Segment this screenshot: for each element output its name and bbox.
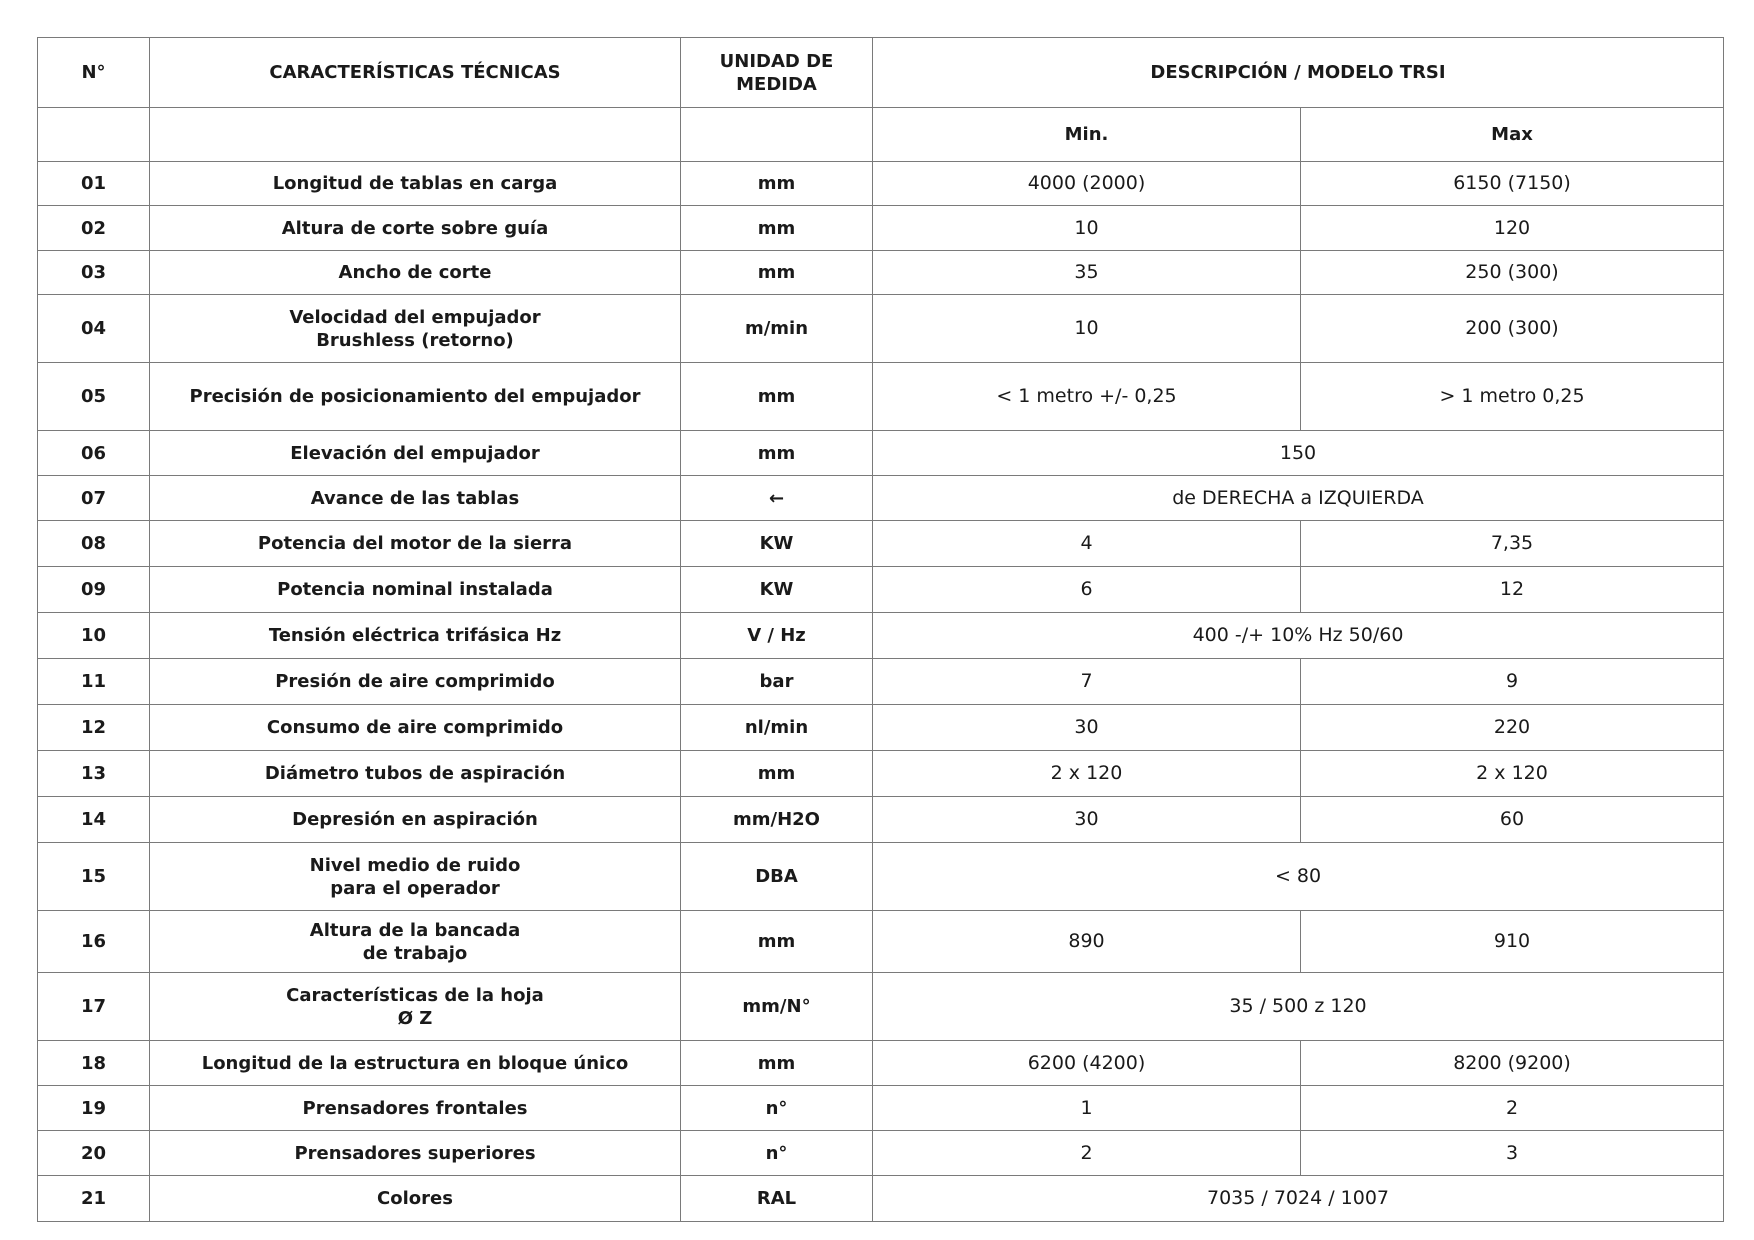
- row-unit: V / Hz: [681, 613, 873, 659]
- characteristic-line: Tensión eléctrica trifásica Hz: [268, 625, 562, 646]
- characteristic-line: Potencia del motor de la sierra: [257, 533, 573, 554]
- table-row: [38, 705, 1724, 751]
- row-characteristic: [150, 973, 681, 1041]
- row-unit: n°: [681, 1131, 873, 1176]
- characteristic-line: Nivel medio de ruido: [309, 854, 521, 876]
- header-unit: UNIDAD DE MEDIDA: [681, 38, 873, 108]
- row-number: 19: [38, 1086, 150, 1131]
- row-unit: mm: [681, 431, 873, 476]
- row-characteristic: [150, 797, 681, 843]
- row-value-min: 7: [873, 659, 1301, 705]
- table-row: [38, 431, 1724, 476]
- table-row: [38, 1041, 1724, 1086]
- row-value-max: 3: [1301, 1131, 1724, 1176]
- table-row: [38, 251, 1724, 295]
- row-characteristic: [150, 1086, 681, 1131]
- row-unit: mm/N°: [681, 973, 873, 1041]
- characteristic-line: Longitud de la estructura en bloque único: [201, 1052, 629, 1074]
- table-row: [38, 295, 1724, 363]
- characteristic-line: Brushless (retorno): [316, 329, 514, 351]
- table-row: [38, 613, 1724, 659]
- row-characteristic: [150, 613, 681, 659]
- row-characteristic: [150, 1041, 681, 1086]
- row-value-merged: < 80: [873, 843, 1724, 911]
- subheader-empty-characteristics: [150, 108, 681, 162]
- row-unit: bar: [681, 659, 873, 705]
- row-value-min: 890: [873, 911, 1301, 973]
- table-row: [38, 521, 1724, 567]
- row-characteristic: [150, 295, 681, 363]
- row-number: 07: [38, 476, 150, 521]
- row-unit: KW: [681, 567, 873, 613]
- characteristic-line: Altura de corte sobre guía: [281, 217, 549, 239]
- row-characteristic: [150, 751, 681, 797]
- row-characteristic: [150, 521, 681, 567]
- subheader-row: [38, 108, 1724, 162]
- table-row: [38, 567, 1724, 613]
- row-number: 14: [38, 797, 150, 843]
- row-characteristic: [150, 206, 681, 251]
- characteristic-line: Elevación del empujador: [290, 442, 540, 464]
- row-value-merged: 7035 / 7024 / 1007: [873, 1176, 1724, 1222]
- characteristic-line: Depresión en aspiración: [292, 809, 538, 830]
- table-row: [38, 363, 1724, 431]
- row-value-merged: 35 / 500 z 120: [873, 973, 1724, 1041]
- row-value-max: 7,35: [1301, 521, 1724, 567]
- characteristic-line: Prensadores superiores: [294, 1142, 536, 1164]
- row-number: 12: [38, 705, 150, 751]
- row-value-max: > 1 metro 0,25: [1301, 363, 1724, 431]
- row-value-max: 2 x 120: [1301, 751, 1724, 797]
- row-characteristic: [150, 1176, 681, 1222]
- row-unit: m/min: [681, 295, 873, 363]
- characteristic-line: Altura de la bancada: [309, 919, 521, 941]
- row-number: 04: [38, 295, 150, 363]
- table-row: [38, 1086, 1724, 1131]
- characteristic-line: Consumo de aire comprimido: [266, 717, 564, 738]
- row-number: 02: [38, 206, 150, 251]
- row-unit: mm: [681, 251, 873, 295]
- row-unit: KW: [681, 521, 873, 567]
- spec-body: [38, 162, 1724, 1222]
- row-characteristic: [150, 363, 681, 431]
- header-characteristics: CARACTERÍSTICAS TÉCNICAS: [150, 38, 681, 108]
- table-row: [38, 973, 1724, 1041]
- row-value-min: 10: [873, 206, 1301, 251]
- characteristic-line: Velocidad del empujador: [289, 306, 541, 328]
- row-unit: mm: [681, 162, 873, 206]
- row-characteristic: [150, 659, 681, 705]
- row-value-max: 910: [1301, 911, 1724, 973]
- row-value-min: 1: [873, 1086, 1301, 1131]
- row-unit: DBA: [681, 843, 873, 911]
- row-unit: RAL: [681, 1176, 873, 1222]
- row-value-max: 220: [1301, 705, 1724, 751]
- table-row: [38, 1131, 1724, 1176]
- table-row: [38, 162, 1724, 206]
- row-number: 01: [38, 162, 150, 206]
- characteristic-line: Características de la hoja: [286, 984, 544, 1006]
- row-number: 03: [38, 251, 150, 295]
- row-unit: mm/H2O: [681, 797, 873, 843]
- row-value-min: 35: [873, 251, 1301, 295]
- table-row: [38, 206, 1724, 251]
- row-unit: mm: [681, 1041, 873, 1086]
- characteristic-line: Diámetro tubos de aspiración: [264, 763, 566, 784]
- row-value-min: 4000 (2000): [873, 162, 1301, 206]
- table-row: [38, 797, 1724, 843]
- characteristic-line: Colores: [377, 1188, 453, 1209]
- row-value-max: 9: [1301, 659, 1724, 705]
- row-unit: mm: [681, 363, 873, 431]
- characteristic-line: Precisión de posicionamiento del empujador: [189, 386, 641, 407]
- row-number: 13: [38, 751, 150, 797]
- row-unit: mm: [681, 206, 873, 251]
- row-value-max: 8200 (9200): [1301, 1041, 1724, 1086]
- row-value-max: 200 (300): [1301, 295, 1724, 363]
- row-number: 15: [38, 843, 150, 911]
- row-value-max: 60: [1301, 797, 1724, 843]
- characteristic-line: Longitud de tablas en carga: [272, 173, 558, 194]
- row-number: 06: [38, 431, 150, 476]
- spec-table: [37, 37, 1724, 1222]
- characteristic-line: Ø Z: [397, 1007, 433, 1029]
- row-value-merged: 400 -/+ 10% Hz 50/60: [873, 613, 1724, 659]
- row-number: 08: [38, 521, 150, 567]
- subheader-max: Max: [1301, 108, 1724, 162]
- row-number: 18: [38, 1041, 150, 1086]
- row-number: 17: [38, 973, 150, 1041]
- row-value-max: 6150 (7150): [1301, 162, 1724, 206]
- row-unit: n°: [681, 1086, 873, 1131]
- row-value-max: 2: [1301, 1086, 1724, 1131]
- table-row: [38, 911, 1724, 973]
- subheader-empty-no: [38, 108, 150, 162]
- row-value-max: 120: [1301, 206, 1724, 251]
- row-characteristic: [150, 251, 681, 295]
- row-value-min: 4: [873, 521, 1301, 567]
- characteristic-line: Ancho de corte: [338, 262, 492, 283]
- row-value-min: 2 x 120: [873, 751, 1301, 797]
- row-characteristic: [150, 843, 681, 911]
- row-value-min: 6: [873, 567, 1301, 613]
- characteristic-line: de trabajo: [362, 942, 468, 964]
- row-number: 10: [38, 613, 150, 659]
- row-characteristic: [150, 911, 681, 973]
- table-row: [38, 476, 1724, 521]
- row-number: 11: [38, 659, 150, 705]
- table-row: [38, 843, 1724, 911]
- table-row: [38, 659, 1724, 705]
- header-no: N°: [38, 38, 150, 108]
- row-value-max: 12: [1301, 567, 1724, 613]
- row-unit: mm: [681, 911, 873, 973]
- characteristic-line: Avance de las tablas: [310, 487, 520, 509]
- row-characteristic: [150, 162, 681, 206]
- row-number: 05: [38, 363, 150, 431]
- row-value-merged: de DERECHA a IZQUIERDA: [873, 476, 1724, 521]
- table-row: [38, 751, 1724, 797]
- row-value-min: < 1 metro +/- 0,25: [873, 363, 1301, 431]
- row-number: 21: [38, 1176, 150, 1222]
- subheader-empty-unit: [681, 108, 873, 162]
- row-characteristic: [150, 705, 681, 751]
- row-value-min: 2: [873, 1131, 1301, 1176]
- row-value-min: 10: [873, 295, 1301, 363]
- row-unit: ←: [681, 476, 873, 521]
- row-characteristic: [150, 476, 681, 521]
- characteristic-line: Presión de aire comprimido: [275, 671, 555, 692]
- row-value-merged: 150: [873, 431, 1724, 476]
- subheader-min: Min.: [873, 108, 1301, 162]
- header-row: [38, 38, 1724, 108]
- characteristic-line: Prensadores frontales: [302, 1097, 528, 1119]
- characteristic-line: para el operador: [330, 877, 500, 899]
- row-characteristic: [150, 431, 681, 476]
- row-value-min: 6200 (4200): [873, 1041, 1301, 1086]
- row-unit: mm: [681, 751, 873, 797]
- characteristic-line: Potencia nominal instalada: [277, 579, 553, 600]
- row-characteristic: [150, 567, 681, 613]
- row-value-min: 30: [873, 705, 1301, 751]
- row-number: 09: [38, 567, 150, 613]
- row-number: 16: [38, 911, 150, 973]
- row-characteristic: [150, 1131, 681, 1176]
- row-number: 20: [38, 1131, 150, 1176]
- table-row: [38, 1176, 1724, 1222]
- row-unit: nl/min: [681, 705, 873, 751]
- row-value-min: 30: [873, 797, 1301, 843]
- row-value-max: 250 (300): [1301, 251, 1724, 295]
- header-description: DESCRIPCIÓN / MODELO TRSI: [873, 38, 1724, 108]
